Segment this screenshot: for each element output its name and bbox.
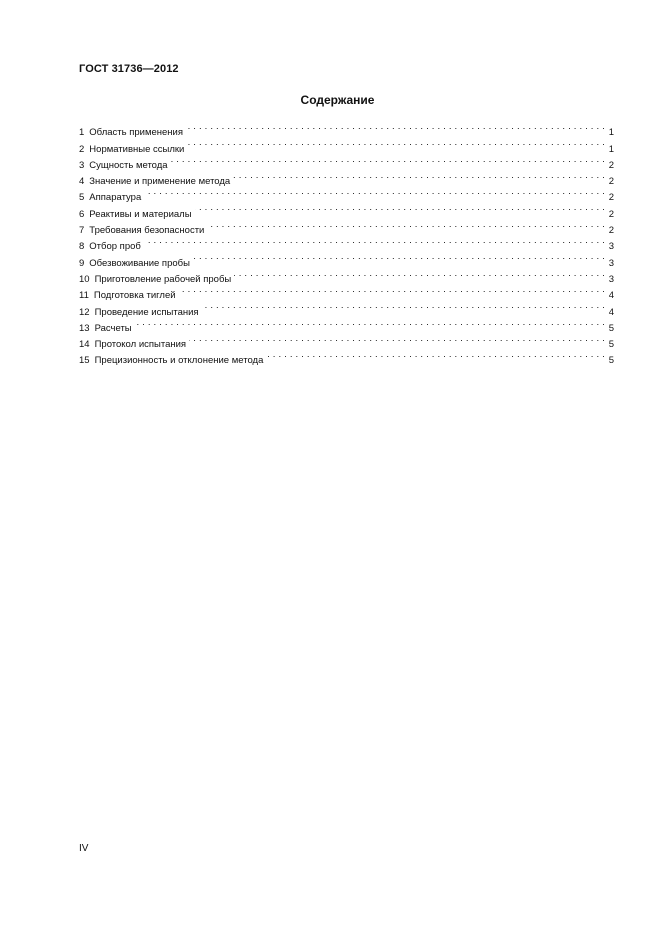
toc-entry-page: 1 — [608, 127, 614, 139]
toc-entry-number: 3 — [79, 159, 85, 171]
toc-entry-number: 11 — [79, 290, 89, 302]
toc-entry-page: 2 — [608, 176, 614, 188]
toc-entry-label: Расчеты — [94, 322, 132, 334]
toc-entry-page: 3 — [608, 257, 614, 269]
dot-leader — [186, 119, 605, 135]
toc-entry-page: 5 — [608, 339, 614, 351]
toc-entry-label: Приготовление рабочей пробы — [94, 273, 232, 285]
toc-entry-label: Область применения — [89, 127, 183, 139]
dot-leader — [202, 298, 605, 314]
dot-leader — [189, 331, 605, 347]
dot-leader — [187, 135, 605, 151]
toc-entry-page: 4 — [608, 290, 614, 302]
document-code: ГОСТ 31736—2012 — [79, 63, 179, 75]
dot-leader — [207, 217, 605, 233]
toc-entry-label: Реактивы и материалы — [89, 208, 192, 220]
toc-entry-label: Протокол испытания — [94, 339, 187, 351]
toc-entry-page: 4 — [608, 306, 614, 318]
toc-entry-page: 2 — [608, 159, 614, 171]
toc-entry-number: 7 — [79, 225, 85, 237]
toc-entry-number: 4 — [79, 176, 85, 188]
toc-entry-page: 3 — [608, 273, 614, 285]
toc-entry-number: 15 — [79, 355, 90, 367]
dot-leader — [266, 347, 605, 363]
toc-entry[interactable] — [79, 119, 614, 139]
toc-entry-label: Сущность метода — [89, 159, 168, 171]
toc-entry-label: Значение и применение метода — [89, 176, 231, 188]
toc-entry-page: 2 — [608, 192, 614, 204]
toc-entry-label: Аппаратура — [89, 192, 142, 204]
toc-entry-number: 1 — [79, 127, 85, 139]
dot-leader — [144, 184, 605, 200]
toc-entry[interactable] — [79, 331, 614, 351]
dot-leader — [233, 168, 605, 184]
toc-entry-page: 5 — [608, 322, 614, 334]
toc-entry[interactable] — [79, 184, 614, 204]
toc-entry-page: 5 — [608, 355, 614, 367]
toc-entry-label: Прецизионность и отклонение метода — [94, 355, 264, 367]
toc-title: Содержание — [300, 93, 375, 107]
table-of-contents — [79, 119, 614, 367]
toc-entry[interactable] — [79, 200, 614, 220]
toc-entry-number: 10 — [79, 273, 90, 285]
dot-leader — [171, 152, 605, 168]
dot-leader — [135, 315, 605, 331]
toc-entry-label: Проведение испытания — [94, 306, 199, 318]
toc-entry-number: 13 — [79, 322, 90, 334]
toc-entry-number: 5 — [79, 192, 85, 204]
toc-entry-number: 12 — [79, 306, 90, 318]
toc-entry-number: 9 — [79, 257, 85, 269]
toc-entry-page: 3 — [608, 241, 614, 253]
dot-leader — [234, 266, 605, 282]
toc-entry[interactable] — [79, 315, 614, 334]
toc-entry-number: 8 — [79, 241, 85, 253]
toc-entry-label: Требования безопасности — [89, 225, 205, 237]
toc-entry-number: 2 — [79, 143, 85, 155]
dot-leader — [193, 249, 605, 265]
dot-leader — [179, 282, 605, 298]
dot-leader — [195, 200, 605, 216]
toc-entry-page: 2 — [608, 225, 614, 237]
toc-entry-number: 6 — [79, 208, 85, 220]
dot-leader — [144, 233, 605, 249]
toc-entry-page: 2 — [608, 208, 614, 220]
toc-entry-label: Нормативные ссылки — [89, 143, 185, 155]
toc-entry-label: Подготовка тиглей — [93, 290, 176, 302]
toc-entry-label: Обезвоживание пробы — [89, 257, 190, 269]
toc-entry[interactable] — [79, 233, 614, 253]
toc-entry-number: 14 — [79, 339, 90, 351]
page-number: IV — [79, 843, 89, 854]
toc-entry-label: Отбор проб — [89, 241, 141, 253]
toc-entry-page: 1 — [608, 143, 614, 155]
toc-entry[interactable] — [79, 249, 614, 269]
